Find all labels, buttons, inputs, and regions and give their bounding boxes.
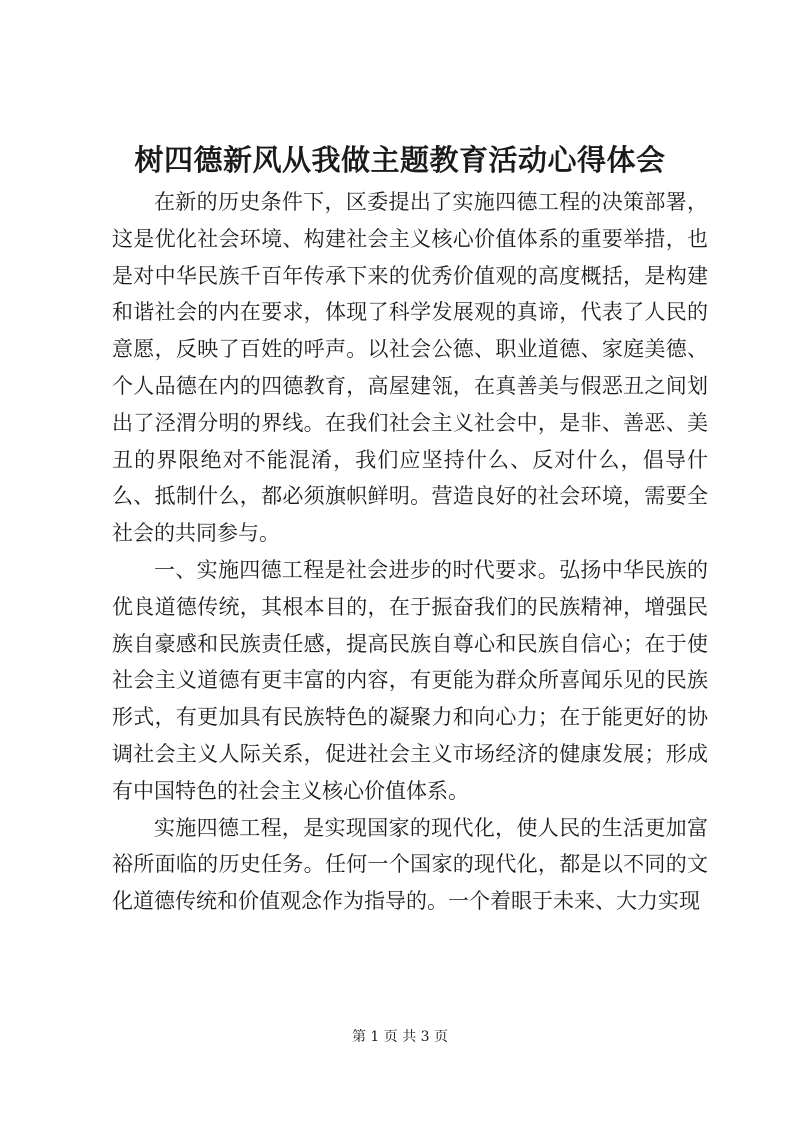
page-number-label: 第 1 页 共 3 页 xyxy=(351,1029,449,1045)
document-title: 树四德新风从我做主题教育活动心得体会 xyxy=(134,143,666,177)
paragraph-1: 在新的历史条件下，区委提出了实施四德工程的决策部署，这是优化社会环境、构建社会主义核心价值体系的重要举措，也是对中华民族千百年传承下来的优秀价值观的高度概括，是构建和谐社会的内在要求，体现了科学发展观的真谛，代表了人民的意愿，反映了百姓的呼声。以社会公德、职业道德、家庭美德、个人品德在内的四德教育，高屋建瓴，在真善美与假恶丑之间划出了泾渭分明的界线。在我们社会主义社会中，是非、善恶、美丑的界限绝对不能混淆，我们应坚持什么、反对什么，倡导什么、抵制什么，都必须旗帜鲜明。营造良好的社会环境，需要全社会的共同参与。 xyxy=(112,190,708,546)
paragraph-3: 实施四德工程，是实现国家的现代化，使人民的生活更加富裕所面临的历史任务。任何一个国家的现代化，都是以不同的文化道德传统和价值观念作为指导的。一个着眼于未来、大力实现 xyxy=(112,815,708,914)
page-footer xyxy=(0,1028,800,1046)
paragraph-2: 一、实施四德工程是社会进步的时代要求。弘扬中华民族的优良道德传统，其根本目的，在于振奋我们的民族精神，增强民族自豪感和民族责任感，提高民族自尊心和民族自信心；在于使社会主义道德有更丰富的内容，有更能为群众所喜闻乐见的民族形式，有更加具有民族特色的凝聚力和向心力；在于能更好的协调社会主义人际关系，促进社会主义市场经济的健康发展；形成有中国特色的社会主义核心价值体系。 xyxy=(112,557,708,803)
document-body xyxy=(112,184,708,920)
